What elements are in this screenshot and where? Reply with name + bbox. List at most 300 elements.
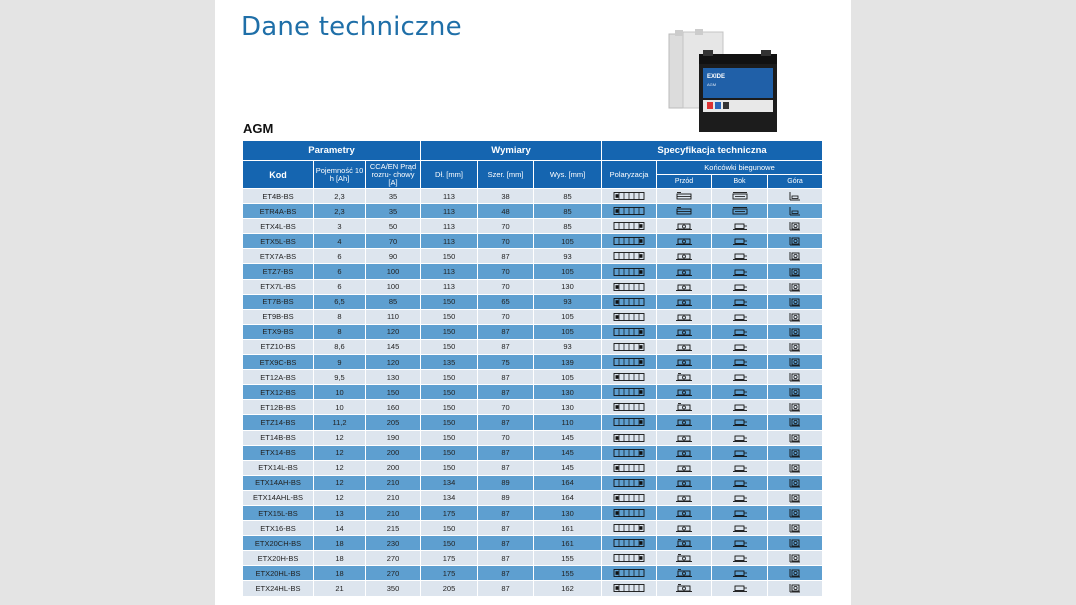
cell-kod: ETX14-BS: [243, 445, 314, 460]
cell-cca: 85: [366, 294, 421, 309]
terminal-front-icon: [675, 553, 693, 563]
cell-cca: 215: [366, 521, 421, 536]
cell-terminal-side: [712, 566, 768, 581]
cell-dl: 150: [421, 430, 478, 445]
cell-pojemnosc: 14: [314, 521, 366, 536]
cell-szer: 89: [478, 475, 534, 490]
terminal-front-icon: [675, 508, 693, 518]
cell-terminal-front: [657, 355, 712, 370]
cell-terminal-front: [657, 551, 712, 566]
cell-pojemnosc: 10: [314, 400, 366, 415]
column-header-cca: CCA/EN Prąd rozru- chowy [A]: [366, 161, 421, 189]
cell-terminal-top: [768, 294, 823, 309]
terminal-side-icon: [731, 508, 749, 518]
terminal-top-icon: [788, 342, 802, 352]
group-header-parametry: Parametry: [243, 141, 421, 161]
cell-polarity: [602, 475, 657, 490]
cell-cca: 350: [366, 581, 421, 596]
table-row: [243, 505, 823, 520]
cell-pojemnosc: 10: [314, 385, 366, 400]
cell-kod: ETX14AH-BS: [243, 475, 314, 490]
cell-wys: 164: [534, 490, 602, 505]
cell-pojemnosc: 8: [314, 309, 366, 324]
terminal-side-icon: [731, 312, 749, 322]
cell-terminal-top: [768, 355, 823, 370]
cell-terminal-top: [768, 430, 823, 445]
terminal-front-icon: [675, 417, 693, 427]
cell-terminal-top: [768, 551, 823, 566]
terminal-front-icon: [675, 463, 693, 473]
terminal-top-icon: [788, 493, 802, 503]
column-header-polaryzacja: Polaryzacja: [602, 161, 657, 189]
cell-terminal-front: [657, 415, 712, 430]
cell-polarity: [602, 309, 657, 324]
table-row: [243, 581, 823, 596]
terminal-side-icon: [731, 372, 749, 382]
cell-dl: 134: [421, 475, 478, 490]
table-row: [243, 551, 823, 566]
cell-terminal-side: [712, 400, 768, 415]
cell-pojemnosc: 11,2: [314, 415, 366, 430]
cell-szer: 87: [478, 324, 534, 339]
cell-kod: ETX24HL-BS: [243, 581, 314, 596]
table-row: [243, 400, 823, 415]
cell-dl: 113: [421, 234, 478, 249]
terminal-front-icon: [675, 267, 693, 277]
terminal-front-icon: [675, 327, 693, 337]
cell-terminal-front: [657, 189, 712, 204]
cell-terminal-front: [657, 294, 712, 309]
cell-terminal-side: [712, 445, 768, 460]
terminal-top-icon: [788, 448, 802, 458]
terminal-top-icon: [788, 267, 802, 277]
cell-kod: ET14B-BS: [243, 430, 314, 445]
cell-polarity: [602, 445, 657, 460]
terminal-top-icon: [788, 236, 802, 246]
cell-dl: 113: [421, 279, 478, 294]
cell-pojemnosc: 21: [314, 581, 366, 596]
battery-polarity-icon: [613, 553, 645, 563]
cell-terminal-side: [712, 415, 768, 430]
cell-kod: ETX7L-BS: [243, 279, 314, 294]
cell-szer: 87: [478, 505, 534, 520]
cell-polarity: [602, 249, 657, 264]
column-header-szer: Szer. [mm]: [478, 161, 534, 189]
battery-polarity-icon: [613, 236, 645, 246]
cell-cca: 210: [366, 505, 421, 520]
cell-polarity: [602, 551, 657, 566]
cell-cca: 200: [366, 445, 421, 460]
terminal-side-icon: [731, 553, 749, 563]
cell-szer: 89: [478, 490, 534, 505]
battery-polarity-icon: [613, 463, 645, 473]
cell-terminal-top: [768, 475, 823, 490]
cell-szer: 38: [478, 189, 534, 204]
terminal-top-icon: [788, 357, 802, 367]
column-header-koncowki: Końcówki biegunowe: [657, 161, 823, 175]
terminal-front-icon: [675, 568, 693, 578]
cell-terminal-front: [657, 581, 712, 596]
cell-terminal-side: [712, 234, 768, 249]
cell-polarity: [602, 385, 657, 400]
cell-wys: 130: [534, 505, 602, 520]
cell-kod: ETX9C-BS: [243, 355, 314, 370]
table-body: [243, 189, 823, 597]
cell-kod: ETR4A-BS: [243, 204, 314, 219]
table-row: [243, 249, 823, 264]
table-row: [243, 566, 823, 581]
cell-kod: ETX20HL-BS: [243, 566, 314, 581]
terminal-side-icon: [731, 327, 749, 337]
cell-terminal-side: [712, 264, 768, 279]
table-row: [243, 385, 823, 400]
terminal-front-icon: [675, 583, 693, 593]
terminal-side-icon: [731, 478, 749, 488]
cell-cca: 270: [366, 551, 421, 566]
terminal-side-icon: [731, 402, 749, 412]
cell-dl: 150: [421, 309, 478, 324]
cell-dl: 205: [421, 581, 478, 596]
cell-terminal-front: [657, 219, 712, 234]
cell-wys: 130: [534, 400, 602, 415]
cell-szer: 87: [478, 566, 534, 581]
terminal-top-icon: [788, 372, 802, 382]
cell-pojemnosc: 6,5: [314, 294, 366, 309]
cell-terminal-front: [657, 385, 712, 400]
battery-polarity-icon: [613, 448, 645, 458]
cell-terminal-side: [712, 385, 768, 400]
battery-polarity-icon: [613, 508, 645, 518]
terminal-top-icon: [788, 568, 802, 578]
cell-polarity: [602, 490, 657, 505]
terminal-side-icon: [731, 493, 749, 503]
cell-cca: 70: [366, 234, 421, 249]
cell-wys: 145: [534, 445, 602, 460]
table-row: [243, 521, 823, 536]
terminal-top-icon: [788, 523, 802, 533]
cell-terminal-top: [768, 581, 823, 596]
table-row: [243, 490, 823, 505]
cell-terminal-side: [712, 279, 768, 294]
cell-szer: 87: [478, 536, 534, 551]
cell-wys: 93: [534, 294, 602, 309]
table-row: [243, 219, 823, 234]
cell-terminal-side: [712, 490, 768, 505]
cell-cca: 35: [366, 189, 421, 204]
cell-dl: 150: [421, 460, 478, 475]
terminal-side-icon: [731, 206, 749, 216]
terminal-front-icon: [675, 372, 693, 382]
cell-pojemnosc: 2,3: [314, 189, 366, 204]
cell-terminal-side: [712, 521, 768, 536]
cell-wys: 105: [534, 264, 602, 279]
cell-polarity: [602, 219, 657, 234]
battery-polarity-icon: [613, 267, 645, 277]
terminal-front-icon: [675, 402, 693, 412]
terminal-side-icon: [731, 583, 749, 593]
group-header-wymiary: Wymiary: [421, 141, 602, 161]
column-header-przod: Przód: [657, 175, 712, 189]
cell-terminal-top: [768, 189, 823, 204]
cell-szer: 70: [478, 400, 534, 415]
cell-polarity: [602, 370, 657, 385]
cell-wys: 105: [534, 309, 602, 324]
cell-terminal-side: [712, 460, 768, 475]
cell-cca: 205: [366, 415, 421, 430]
cell-cca: 120: [366, 355, 421, 370]
cell-dl: 150: [421, 370, 478, 385]
page-title: Dane techniczne: [241, 12, 462, 42]
terminal-front-icon: [675, 433, 693, 443]
terminal-side-icon: [731, 568, 749, 578]
cell-kod: ETX15L-BS: [243, 505, 314, 520]
cell-wys: 130: [534, 279, 602, 294]
cell-terminal-front: [657, 490, 712, 505]
cell-polarity: [602, 460, 657, 475]
cell-szer: 87: [478, 370, 534, 385]
battery-product-image: [667, 28, 779, 132]
terminal-top-icon: [788, 508, 802, 518]
battery-polarity-icon: [613, 342, 645, 352]
cell-pojemnosc: 6: [314, 264, 366, 279]
cell-cca: 90: [366, 249, 421, 264]
cell-dl: 150: [421, 415, 478, 430]
terminal-front-icon: [675, 206, 693, 216]
cell-wys: 161: [534, 536, 602, 551]
cell-kod: ETX14AHL-BS: [243, 490, 314, 505]
cell-pojemnosc: 12: [314, 445, 366, 460]
technical-data-table: [242, 140, 823, 597]
cell-terminal-top: [768, 505, 823, 520]
group-header-spec: Specyfikacja techniczna: [602, 141, 823, 161]
cell-terminal-top: [768, 521, 823, 536]
cell-polarity: [602, 566, 657, 581]
cell-kod: ETZ7-BS: [243, 264, 314, 279]
terminal-front-icon: [675, 236, 693, 246]
terminal-front-icon: [675, 448, 693, 458]
terminal-top-icon: [788, 221, 802, 231]
cell-terminal-side: [712, 309, 768, 324]
cell-cca: 150: [366, 385, 421, 400]
cell-terminal-top: [768, 490, 823, 505]
cell-szer: 87: [478, 460, 534, 475]
cell-dl: 134: [421, 490, 478, 505]
cell-kod: ETX20H-BS: [243, 551, 314, 566]
cell-polarity: [602, 339, 657, 354]
terminal-top-icon: [788, 417, 802, 427]
cell-pojemnosc: 3: [314, 219, 366, 234]
cell-terminal-side: [712, 355, 768, 370]
terminal-top-icon: [788, 463, 802, 473]
cell-wys: 110: [534, 415, 602, 430]
battery-polarity-icon: [613, 251, 645, 261]
terminal-top-icon: [788, 433, 802, 443]
cell-terminal-top: [768, 249, 823, 264]
cell-pojemnosc: 8: [314, 324, 366, 339]
cell-pojemnosc: 4: [314, 234, 366, 249]
cell-dl: 150: [421, 324, 478, 339]
battery-polarity-icon: [613, 402, 645, 412]
battery-polarity-icon: [613, 206, 645, 216]
cell-pojemnosc: 6: [314, 279, 366, 294]
cell-kod: ETZ10-BS: [243, 339, 314, 354]
cell-cca: 50: [366, 219, 421, 234]
table-row: [243, 430, 823, 445]
cell-polarity: [602, 189, 657, 204]
cell-wys: 130: [534, 385, 602, 400]
cell-pojemnosc: 8,6: [314, 339, 366, 354]
battery-polarity-icon: [613, 538, 645, 548]
cell-terminal-front: [657, 279, 712, 294]
terminal-top-icon: [788, 206, 802, 216]
table-row: [243, 445, 823, 460]
cell-kod: ETX4L-BS: [243, 219, 314, 234]
cell-terminal-front: [657, 505, 712, 520]
cell-cca: 120: [366, 324, 421, 339]
cell-szer: 87: [478, 415, 534, 430]
cell-dl: 135: [421, 355, 478, 370]
cell-wys: 105: [534, 370, 602, 385]
cell-terminal-top: [768, 324, 823, 339]
terminal-side-icon: [731, 448, 749, 458]
cell-polarity: [602, 400, 657, 415]
terminal-side-icon: [731, 236, 749, 246]
terminal-front-icon: [675, 221, 693, 231]
cell-szer: 70: [478, 219, 534, 234]
cell-cca: 230: [366, 536, 421, 551]
cell-dl: 150: [421, 385, 478, 400]
cell-terminal-front: [657, 370, 712, 385]
cell-terminal-top: [768, 339, 823, 354]
terminal-top-icon: [788, 538, 802, 548]
terminal-front-icon: [675, 493, 693, 503]
cell-szer: 75: [478, 355, 534, 370]
cell-szer: 70: [478, 430, 534, 445]
cell-kod: ET9B-BS: [243, 309, 314, 324]
cell-kod: ETX20CH-BS: [243, 536, 314, 551]
cell-terminal-front: [657, 324, 712, 339]
cell-dl: 175: [421, 566, 478, 581]
cell-terminal-side: [712, 370, 768, 385]
cell-terminal-top: [768, 445, 823, 460]
table-row: [243, 234, 823, 249]
cell-wys: 85: [534, 219, 602, 234]
cell-terminal-side: [712, 324, 768, 339]
terminal-side-icon: [731, 342, 749, 352]
terminal-top-icon: [788, 402, 802, 412]
cell-cca: 160: [366, 400, 421, 415]
column-header-kod: Kod: [243, 161, 314, 189]
table-row: [243, 370, 823, 385]
terminal-top-icon: [788, 387, 802, 397]
table-row: [243, 264, 823, 279]
battery-polarity-icon: [613, 523, 645, 533]
table-row: [243, 415, 823, 430]
cell-kod: ETX14L-BS: [243, 460, 314, 475]
cell-szer: 70: [478, 234, 534, 249]
cell-cca: 35: [366, 204, 421, 219]
terminal-top-icon: [788, 553, 802, 563]
cell-dl: 113: [421, 204, 478, 219]
cell-pojemnosc: 9,5: [314, 370, 366, 385]
battery-subtitle-label: AGM: [707, 82, 717, 87]
cell-szer: 87: [478, 581, 534, 596]
terminal-side-icon: [731, 357, 749, 367]
terminal-side-icon: [731, 267, 749, 277]
cell-polarity: [602, 430, 657, 445]
cell-terminal-side: [712, 219, 768, 234]
table-row: [243, 309, 823, 324]
cell-terminal-top: [768, 400, 823, 415]
battery-polarity-icon: [613, 583, 645, 593]
cell-terminal-top: [768, 460, 823, 475]
cell-polarity: [602, 324, 657, 339]
cell-terminal-top: [768, 566, 823, 581]
cell-kod: ETZ14-BS: [243, 415, 314, 430]
column-header-wys: Wys. [mm]: [534, 161, 602, 189]
cell-terminal-side: [712, 475, 768, 490]
cell-terminal-front: [657, 475, 712, 490]
cell-szer: 87: [478, 521, 534, 536]
cell-szer: 87: [478, 249, 534, 264]
cell-dl: 150: [421, 445, 478, 460]
column-header-bok: Bok: [712, 175, 768, 189]
cell-pojemnosc: 18: [314, 566, 366, 581]
table-row: [243, 475, 823, 490]
cell-wys: 93: [534, 249, 602, 264]
cell-kod: ETX16-BS: [243, 521, 314, 536]
cell-terminal-front: [657, 460, 712, 475]
cell-cca: 130: [366, 370, 421, 385]
cell-terminal-top: [768, 279, 823, 294]
cell-polarity: [602, 204, 657, 219]
terminal-top-icon: [788, 312, 802, 322]
cell-terminal-top: [768, 219, 823, 234]
column-header-dl: Dł. [mm]: [421, 161, 478, 189]
terminal-side-icon: [731, 433, 749, 443]
cell-wys: 93: [534, 339, 602, 354]
table-row: [243, 536, 823, 551]
table-row: [243, 189, 823, 204]
cell-dl: 113: [421, 264, 478, 279]
cell-cca: 100: [366, 264, 421, 279]
terminal-top-icon: [788, 478, 802, 488]
cell-pojemnosc: 2,3: [314, 204, 366, 219]
terminal-top-icon: [788, 191, 802, 201]
terminal-front-icon: [675, 312, 693, 322]
battery-polarity-icon: [613, 568, 645, 578]
table-row: [243, 324, 823, 339]
terminal-side-icon: [731, 282, 749, 292]
cell-dl: 150: [421, 521, 478, 536]
battery-brand-label: EXIDE: [707, 74, 726, 80]
cell-pojemnosc: 18: [314, 536, 366, 551]
cell-terminal-front: [657, 339, 712, 354]
table-row: [243, 204, 823, 219]
table-row: [243, 355, 823, 370]
battery-polarity-icon: [613, 357, 645, 367]
cell-dl: 113: [421, 219, 478, 234]
cell-pojemnosc: 12: [314, 490, 366, 505]
battery-polarity-icon: [613, 327, 645, 337]
cell-terminal-side: [712, 189, 768, 204]
cell-terminal-top: [768, 415, 823, 430]
cell-terminal-front: [657, 234, 712, 249]
terminal-side-icon: [731, 463, 749, 473]
cell-terminal-side: [712, 294, 768, 309]
table-row: [243, 460, 823, 475]
cell-kod: ET12B-BS: [243, 400, 314, 415]
